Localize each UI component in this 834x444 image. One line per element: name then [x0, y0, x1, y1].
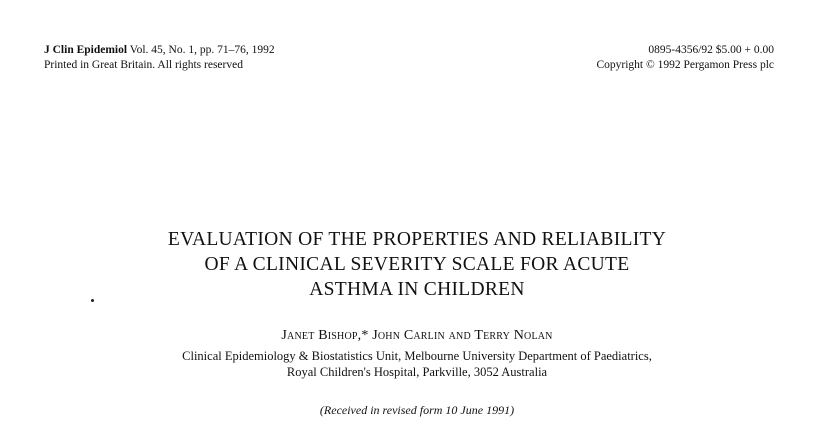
title-line-2: OF A CLINICAL SEVERITY SCALE FOR ACUTE	[204, 254, 630, 275]
price-code: 0895-4356/92 $5.00 + 0.00	[648, 44, 774, 56]
journal-details: Vol. 45, No. 1, pp. 71–76, 1992	[127, 44, 275, 56]
received-date: (Received in revised form 10 June 1991)	[319, 403, 515, 417]
print-speck	[91, 299, 94, 302]
citation-line	[44, 43, 275, 58]
title-line-1: EVALUATION OF THE PROPERTIES AND RELIABILITY	[167, 229, 667, 250]
affiliation-line-2: Royal Children's Hospital, Parkville, 3052 Australia	[286, 364, 548, 379]
journal-name: J Clin Epidemiol	[44, 44, 128, 56]
title-line-3: ASTHMA IN CHILDREN	[309, 279, 525, 300]
copyright-notice: Copyright © 1992 Pergamon Press plc	[596, 58, 774, 71]
author-list: Janet Bishop,* John Carlin and Terry Nolan	[281, 328, 553, 343]
printed-notice: Printed in Great Britain. All rights reserved	[44, 58, 243, 71]
affiliation-line-1: Clinical Epidemiology & Biostatistics Unit, Melbourne University Department of Paediatrics,	[182, 349, 652, 363]
copyright-block	[596, 43, 774, 72]
paper-title	[0, 227, 834, 302]
citation-block	[44, 43, 275, 72]
affiliation	[0, 349, 834, 380]
